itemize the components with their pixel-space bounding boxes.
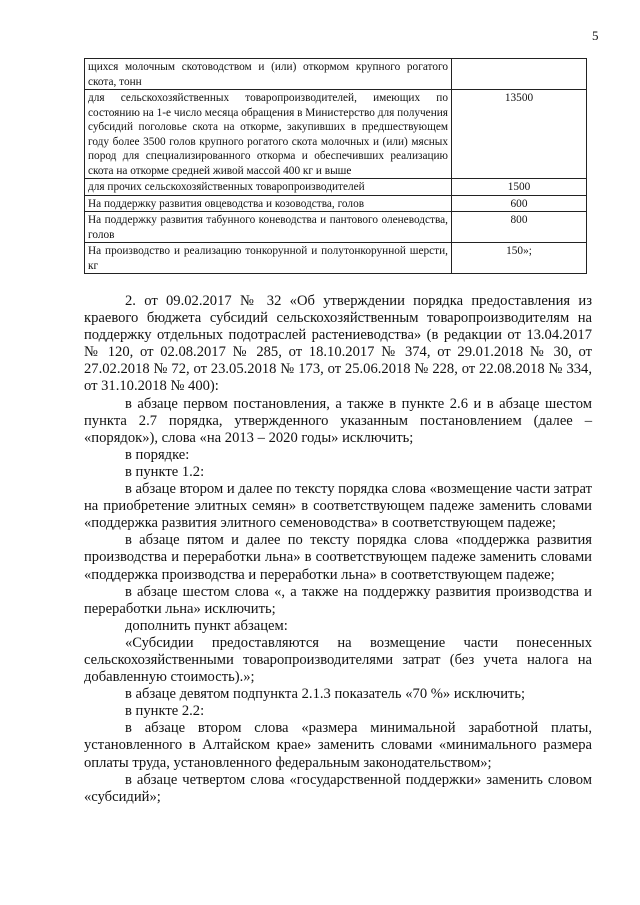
- table-cell-label: На поддержку развития овцеводства и козоводства, голов: [85, 195, 452, 212]
- paragraph: в абзаце втором и далее по тексту порядка слова «возмещение части затрат на приобретение элитных семян» в соответствующем падеже заменить словами «поддержка развития элитного семеноводства» в соответствующем падеже;: [84, 481, 593, 532]
- table-row: [85, 59, 587, 90]
- subsidy-rates-table: [84, 58, 587, 274]
- table-row: [85, 179, 587, 196]
- table-cell-label: для сельскохозяйственных товаропроизводителей, имеющих по состоянию на 1-е число месяца обращения в Министерство для получения субсидий поголовье скота на откорме, закупивших в предшествующем году более 3500 голов крупного рогатого скота молочных и (или) мясных пород для специализированного откорма и обеспечивших реализацию скота на откорме средней живой массой 400 кг и выше: [85, 90, 452, 179]
- paragraph: 2. от 09.02.2017 № 32 «Об утверждении порядка предоставления из краевого бюджета субсидий сельскохозяйственным товаропроизводителям на поддержку отдельных подотраслей растениеводства» (в редакции от 13.04.2017 № 120, от 02.08.2017 № 285, от 18.10.2017 № 374, от 29.01.2018 № 30, от 27.02.2018 № 72, от 23.05.2018 № 173, от 25.06.2018 № 228, от 22.08.2018 № 334, от 31.10.2018 № 400):: [84, 293, 592, 395]
- paragraph: в пункте 2.2:: [125, 703, 205, 720]
- table-cell-value: [452, 59, 587, 90]
- paragraph: в абзаце девятом подпункта 2.1.3 показатель «70 %» исключить;: [125, 686, 526, 703]
- table-row: [85, 243, 587, 274]
- table-cell-value: 1500: [452, 179, 587, 196]
- paragraph: в абзаце втором слова «размера минимальной заработной платы, установленного в Алтайском крае» заменить словами «минимального размера оплаты труда, установленного федеральным законодательством»;: [84, 720, 592, 771]
- page-number: 5: [592, 28, 599, 43]
- table-row: [85, 90, 587, 179]
- paragraph: в абзаце шестом слова «, а также на поддержку развития производства и переработки льна» исключить;: [84, 583, 592, 617]
- table-cell-value: 800: [452, 212, 587, 243]
- table-cell-label: для прочих сельскохозяйственных товаропроизводителей: [85, 179, 452, 196]
- document-body: [84, 293, 592, 806]
- table-cell-value: 600: [452, 195, 587, 212]
- paragraph: в порядке:: [125, 446, 190, 463]
- paragraph: в абзаце первом постановления, а также в пункте 2.6 и в абзаце шестом пункта 2.7 порядка, утвержденного указанным постановлением (далее – «порядок»), слова «на 2013 – 2020 годы» исключить;: [84, 395, 592, 446]
- paragraph: в пункте 1.2:: [125, 463, 205, 480]
- table-cell-label: щихся молочным скотоводством и (или) откормом крупного рогатого скота, тонн: [85, 59, 452, 90]
- paragraph: в абзаце четвертом слова «государственной поддержки» заменить словом «субсидий»;: [84, 771, 592, 805]
- table-row: [85, 212, 587, 243]
- paragraph: в абзаце пятом и далее по тексту порядка слова «поддержка развития производства и переработки льна» в соответствующем падеже заменить словами «поддержка производства и переработки льна» в соответствующем падеже;: [84, 532, 592, 583]
- table-cell-value: 150»;: [452, 243, 587, 274]
- paragraph: «Субсидии предоставляются на возмещение части понесенных сельскохозяйственными товаропроизводителями затрат (без учета налога на добавленную стоимость).»;: [84, 634, 592, 686]
- table-row: [85, 195, 587, 212]
- table-cell-label: На поддержку развития табунного коневодства и пантового оленеводства, голов: [85, 212, 452, 243]
- table-cell-value: 13500: [452, 90, 587, 179]
- table-cell-label: На производство и реализацию тонкорунной и полутонкорунной шерсти, кг: [85, 243, 452, 274]
- paragraph: дополнить пункт абзацем:: [125, 617, 288, 634]
